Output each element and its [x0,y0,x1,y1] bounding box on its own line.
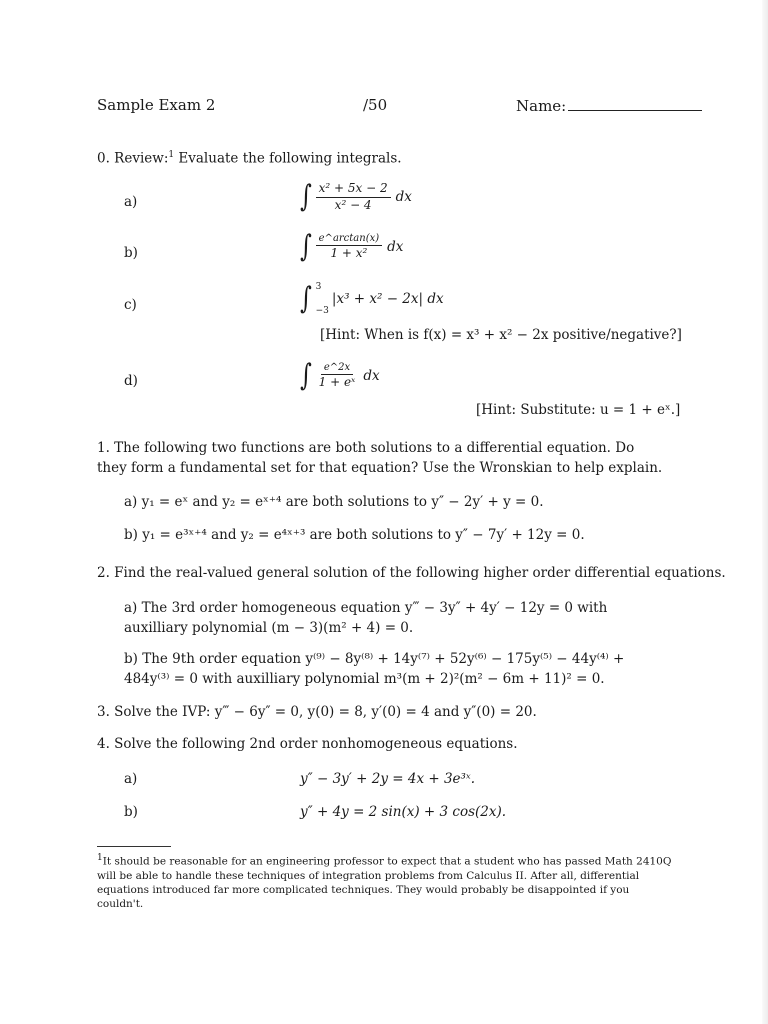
integral-sign: ∫ [299,229,312,264]
q4a-equation: y″ − 3y′ + 2y = 4x + 3e³ˣ. [300,771,476,787]
exam-title: Sample Exam 2 [97,96,216,114]
q0b-fraction: $\frac{e\^{}\arctan(x)}{\text{1 + x²}}$ [316,233,383,261]
q0c-integrand: |x³ + x² − 2x| dx [331,291,444,307]
q4a-label: a) [124,771,138,787]
q0c-hint: [Hint: When is f(x) = x³ + x² − 2x positive/negative?] [320,327,682,343]
q4b-label: b) [124,804,138,820]
q2a-text: a) The 3rd order homogeneous equation y‴ − 3y″ + 4y′ − 12y = 0 with auxilliary polynomial (m − 3)(m² + 4) = 0. [124,600,608,636]
q0d-integral: ∫ $\frac{e\^{}2x}{\text{1 + eˣ}}$ dx [299,358,380,393]
q0c-limits [316,282,329,316]
q1a-text: a) y₁ = eˣ and y₂ = eˣ⁺⁴ are both solutions to y″ − 2y′ + y = 0. [124,494,544,510]
name-blank-line [568,96,702,111]
q0-intro: 0. Review:$^1$ Evaluate the following integrals. [97,150,402,167]
q2-prompt: 2. Find the real-valued general solution of the following higher order differential equations. [97,565,726,581]
q0d-label: d) [124,373,138,389]
q4-prompt: 4. Solve the following 2nd order nonhomogeneous equations. [97,736,518,752]
integral-sign: ∫ [299,358,312,393]
footnote-text: It should be reasonable for an engineering professor to expect that a student who has passed Math 2410Q will be able to handle these techniques of integration problems from Calculus II. After all, differential equations introduced far more complicated techniques. They would probably be disappointed if you couldn't. [97,855,672,910]
q0c-integral [298,282,444,316]
q1-prompt: 1. The following two functions are both solutions to a differential equation. Do they form a fundamental set for that equation? Use the Wronskian to help explain. [97,440,663,476]
score-total: /50 [363,96,388,114]
integral-sign: ∫ [299,281,312,316]
footnote [97,851,672,911]
q0a-fraction: $\frac{\text{x² + 5x − 2}}{\text{x² − 4}}$ [316,182,391,213]
name-label: Name: [516,97,567,115]
q0c-label: c) [124,297,137,313]
upper-limit: 3 [315,282,322,292]
q0d-hint: [Hint: Substitute: u = 1 + eˣ.] [476,402,681,418]
footnote-mark: 1 [97,853,103,863]
q0b-integral: ∫ $\frac{e\^{}\arctan(x)}{\text{1 + x²}}$ dx [299,229,404,264]
name-field [516,96,702,115]
footnote-ref: 1 [168,150,175,160]
q0a-integral: ∫ $\frac{\text{x² + 5x − 2}}{\text{x² − 4}}$ dx [299,179,412,215]
scan-edge [762,0,768,1024]
q0b-label: b) [124,245,138,261]
q3-prompt: 3. Solve the IVP: y‴ − 6y″ = 0, y(0) = 8, y′(0) = 4 and y″(0) = 20. [97,704,537,720]
q0d-fraction: $\frac{e\^{}2x}{\text{1 + eˣ}}$ [318,361,356,390]
footnote-rule [97,846,171,847]
lower-limit: −3 [315,306,329,316]
q2b-text: b) The 9th order equation y⁽⁹⁾ − 8y⁽⁸⁾ + 14y⁽⁷⁾ + 52y⁽⁶⁾ − 175y⁽⁵⁾ − 44y⁽⁴⁾ + 484y⁽³⁾ = 0 with auxilliary polynomial m³(m + 2)²(m² − 6m + 11)² = 0. [124,651,625,687]
q0a-label: a) [124,194,138,210]
q4b-equation: y″ + 4y = 2 sin(x) + 3 cos(2x). [300,804,507,820]
q1b-text: b) y₁ = e³ˣ⁺⁴ and y₂ = e⁴ˣ⁺³ are both solutions to y″ − 7y′ + 12y = 0. [124,527,585,543]
integral-sign: ∫ [299,179,312,215]
